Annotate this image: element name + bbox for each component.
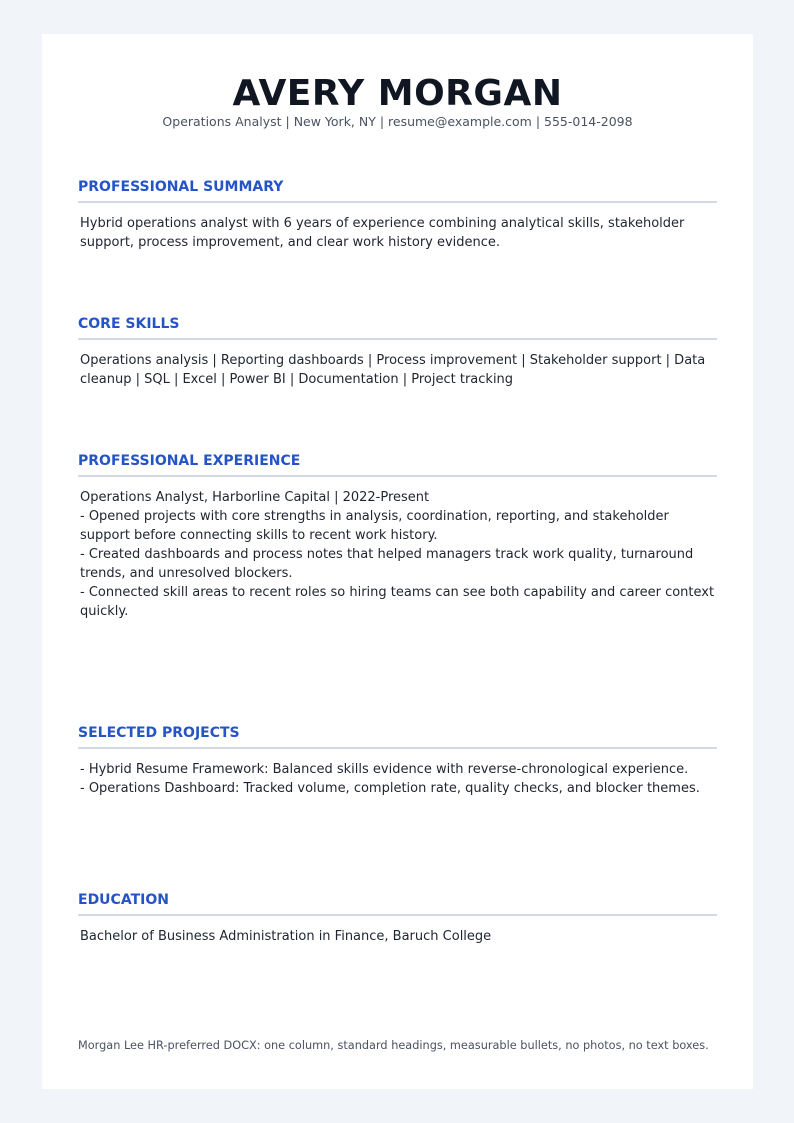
experience-role-line: Operations Analyst, Harborline Capital | 2022-Present bbox=[80, 490, 430, 505]
experience-body bbox=[78, 488, 717, 621]
section-heading: PROFESSIONAL EXPERIENCE bbox=[78, 452, 717, 477]
experience-bullet: - Created dashboards and process notes that helped managers track work quality, turnaround trends, and unresolved blockers. bbox=[80, 547, 694, 581]
section-heading: CORE SKILLS bbox=[78, 315, 717, 340]
resume-page bbox=[42, 34, 753, 1089]
summary-text bbox=[78, 214, 717, 252]
summary-paragraph: Hybrid operations analyst with 6 years of experience combining analytical skills, stakeholder support, process improvement, and clear work history evidence. bbox=[80, 216, 685, 250]
section-professional-experience bbox=[78, 452, 717, 621]
experience-bullet: - Opened projects with core strengths in analysis, coordination, reporting, and stakeholder support before connecting skills to recent work history. bbox=[80, 509, 669, 543]
experience-bullet: - Connected skill areas to recent roles so hiring teams can see both capability and career context quickly. bbox=[80, 585, 715, 619]
skills-text bbox=[78, 351, 717, 389]
education-body bbox=[78, 927, 717, 946]
section-professional-summary bbox=[78, 178, 717, 252]
section-heading: SELECTED PROJECTS bbox=[78, 724, 717, 749]
section-heading: EDUCATION bbox=[78, 891, 717, 916]
footer-note: Morgan Lee HR-preferred DOCX: one column, standard headings, measurable bullets, no photos, no text boxes. bbox=[78, 1039, 709, 1052]
candidate-name: AVERY MORGAN bbox=[232, 73, 563, 114]
projects-body bbox=[78, 760, 717, 798]
project-bullet: - Operations Dashboard: Tracked volume, completion rate, quality checks, and blocker themes. bbox=[80, 781, 700, 796]
skills-paragraph: Operations analysis | Reporting dashboards | Process improvement | Stakeholder support | Data cleanup | SQL | Excel | Power BI | Documentation | Project tracking bbox=[80, 353, 706, 387]
section-selected-projects bbox=[78, 724, 717, 798]
section-education bbox=[78, 891, 717, 946]
section-core-skills bbox=[78, 315, 717, 389]
section-heading: PROFESSIONAL SUMMARY bbox=[78, 178, 717, 203]
education-degree: Bachelor of Business Administration in Finance, Baruch College bbox=[80, 929, 492, 944]
contact-line: Operations Analyst | New York, NY | resume@example.com | 555-014-2098 bbox=[162, 114, 633, 129]
project-bullet: - Hybrid Resume Framework: Balanced skills evidence with reverse-chronological experience. bbox=[80, 762, 689, 777]
